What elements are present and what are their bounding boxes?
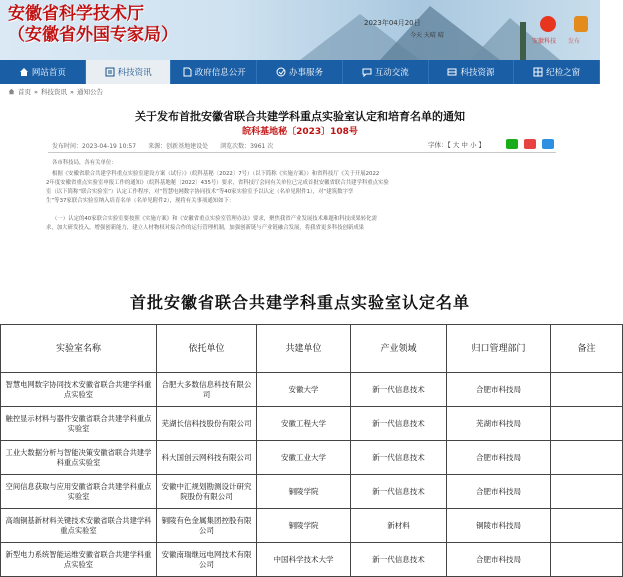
nav-item-interaction[interactable] <box>343 60 429 84</box>
column-header-field: 产业领域 <box>351 325 447 373</box>
cell-field: 新一代信息技术 <box>351 543 447 577</box>
wechat-logo-icon[interactable] <box>540 16 556 32</box>
cell-dept: 芜湖市科技局 <box>447 407 551 441</box>
body-paragraph: 室（以下简称“联合实验室”）认定工作程序，对“智慧电网数字协同技术”等40家实验室予以认定（名单见附件1），对“建筑数字孪 <box>46 189 354 195</box>
cell-remark <box>551 373 623 407</box>
share-buttons <box>506 139 554 149</box>
nav-label: 科技资讯 <box>117 68 152 78</box>
cell-remark <box>551 441 623 475</box>
cell-field: 新材料 <box>351 509 447 543</box>
body-paragraph: 求，加大研发投入，增强创新能力，建立人材物权对接合作的运行管理机制，加强创新链与产业链融合发展，将我省更多科技创新成果 <box>46 225 365 231</box>
body-paragraph: （一）认定的40家联合实验室要按照《实施方案》和《安徽省重点实验室管理办法》要求，聚焦我省产业发展技术难题和科技成果转化需 <box>52 216 377 222</box>
site-banner <box>0 0 600 60</box>
breadcrumb-separator: » <box>69 87 74 96</box>
document-number: 皖科基地秘〔2023〕108号 <box>242 127 358 137</box>
qq-share-icon[interactable] <box>542 139 554 149</box>
nav-label: 纪检之窗 <box>546 68 581 78</box>
column-header-remark: 备注 <box>551 325 623 373</box>
resource-icon <box>447 67 457 77</box>
cell-remark <box>551 543 623 577</box>
divider <box>48 152 556 153</box>
table-row <box>1 373 623 407</box>
weather-info: 今天 天晴 晴 <box>410 32 444 39</box>
column-header-dept: 归口管理部门 <box>447 325 551 373</box>
body-paragraph: 各市科技局，各有关单位： <box>52 160 117 166</box>
cell-host: 科大国创云网科技有限公司 <box>157 441 257 475</box>
cell-lab: 高端铜基新材料关键技术安徽省联合共建学科重点实验室 <box>1 509 157 543</box>
table-row <box>1 475 623 509</box>
site-title-line2: （安徽省外国专家局） <box>8 25 178 45</box>
document-icon <box>182 67 192 77</box>
cell-lab: 智慧电网数字协同技术安徽省联合共建学科重点实验室 <box>1 373 157 407</box>
cell-dept: 合肥市科技局 <box>447 373 551 407</box>
table-row <box>1 441 623 475</box>
cell-lab: 空间信息获取与应用安徽省联合共建学科重点实验室 <box>1 475 157 509</box>
cell-host: 合肥大多数信息科技有限公司 <box>157 373 257 407</box>
weibo-share-icon[interactable] <box>524 139 536 149</box>
cell-dept: 合肥市科技局 <box>447 475 551 509</box>
pine-tree-decoration <box>520 22 526 60</box>
logo-b-label: 发布 <box>568 38 581 45</box>
nav-item-home[interactable] <box>0 60 86 84</box>
article-source: 来源：创新基地建设处 <box>148 143 209 150</box>
nav-item-news[interactable] <box>86 60 172 84</box>
breadcrumb <box>8 87 103 96</box>
cell-field: 新一代信息技术 <box>351 475 447 509</box>
chat-icon <box>362 67 372 77</box>
cell-field: 新一代信息技术 <box>351 373 447 407</box>
nav-label: 网站首页 <box>31 68 66 78</box>
cell-host: 铜陵有色金属集团控股有限公司 <box>157 509 257 543</box>
wechat-share-icon[interactable] <box>506 139 518 149</box>
site-title-line1: 安徽省科学技术厅 <box>8 4 144 24</box>
nav-label: 办事服务 <box>289 68 324 78</box>
cell-partner: 铜陵学院 <box>257 509 351 543</box>
breadcrumb-news[interactable]: 科技资讯 <box>40 88 67 96</box>
table-header-row <box>1 325 623 373</box>
notice-page <box>0 0 600 253</box>
nav-label: 科技资源 <box>460 68 495 78</box>
home-icon <box>19 67 29 77</box>
cell-dept: 合肥市科技局 <box>447 543 551 577</box>
body-paragraph: 生”等37家联合实验室纳入培育名单（名单见附件2），现将有关事项通知如下： <box>46 198 235 204</box>
cell-lab: 新型电力系统智能运维安徽省联合共建学科重点实验室 <box>1 543 157 577</box>
logo-a-label: 安徽科技 <box>532 38 557 45</box>
cell-partner: 安徽大学 <box>257 373 351 407</box>
body-paragraph: 2年度安徽省重点实验室申报工作的通知》（皖科基地秘〔2022〕435号）要求，省科技厅会同有关单位已完成首批安徽省联合共建学科重点实验 <box>46 180 389 186</box>
service-icon <box>276 67 286 77</box>
cell-host: 芜湖长信科技股份有限公司 <box>157 407 257 441</box>
article-title: 关于发布首批安徽省联合共建学科重点实验室认定和培育名单的通知 <box>135 110 465 123</box>
column-header-lab: 实验室名称 <box>1 325 157 373</box>
cell-partner: 安徽工业大学 <box>257 441 351 475</box>
main-nav <box>0 60 600 84</box>
nav-item-resources[interactable] <box>429 60 515 84</box>
cell-remark <box>551 407 623 441</box>
article-meta <box>52 141 273 150</box>
breadcrumb-home[interactable]: 首页 <box>18 88 31 96</box>
cell-host: 安徽南瑞继远电网技术有限公司 <box>157 543 257 577</box>
lab-list-document <box>0 290 600 569</box>
nav-item-gov-info[interactable] <box>171 60 257 84</box>
cell-lab: 工业大数据分析与智能决策安徽省联合共建学科重点实验室 <box>1 441 157 475</box>
cell-remark <box>551 509 623 543</box>
breadcrumb-notices[interactable]: 通知公告 <box>76 88 103 96</box>
view-count: 浏览次数：3961 次 <box>220 143 274 150</box>
cell-host: 安徽中汇规划勘测设计研究院股份有限公司 <box>157 475 257 509</box>
publish-time: 发布时间：2023-04-19 10:57 <box>52 143 137 150</box>
cell-field: 新一代信息技术 <box>351 441 447 475</box>
table-row <box>1 543 623 577</box>
body-paragraph: 根据《安徽省联合共建学科重点实验室建设方案（试行）》（皖科基秘〔2022〕7号）（以下简称《实施方案》）和省科技厅《关于开展2022 <box>52 171 380 177</box>
site-title[interactable] <box>8 4 178 46</box>
nav-item-discipline[interactable] <box>514 60 600 84</box>
column-header-partner: 共建单位 <box>257 325 351 373</box>
table-row <box>1 407 623 441</box>
cell-dept: 合肥市科技局 <box>447 441 551 475</box>
news-icon <box>105 67 115 77</box>
lab-list-table <box>0 324 623 577</box>
cell-partner: 中国科学技术大学 <box>257 543 351 577</box>
cell-partner: 安徽工程大学 <box>257 407 351 441</box>
cell-lab: 触控显示材料与器件安徽省联合共建学科重点实验室 <box>1 407 157 441</box>
font-size-switcher[interactable]: 字体：【 大 中 小 】 <box>428 141 486 149</box>
weibo-logo-icon[interactable] <box>574 16 588 32</box>
cell-remark <box>551 475 623 509</box>
breadcrumb-home-icon <box>8 88 15 95</box>
cell-partner: 铜陵学院 <box>257 475 351 509</box>
table-row <box>1 509 623 543</box>
list-title: 首批安徽省联合共建学科重点实验室认定名单 <box>129 293 470 312</box>
current-date: 2023年04月20日 <box>364 19 421 27</box>
nav-label: 政府信息公开 <box>194 68 246 78</box>
window-icon <box>533 67 543 77</box>
column-header-host: 依托单位 <box>157 325 257 373</box>
cell-dept: 铜陵市科技局 <box>447 509 551 543</box>
cell-field: 新一代信息技术 <box>351 407 447 441</box>
breadcrumb-separator: » <box>34 87 38 96</box>
nav-label: 互动交流 <box>374 68 409 78</box>
nav-item-service[interactable] <box>257 60 343 84</box>
